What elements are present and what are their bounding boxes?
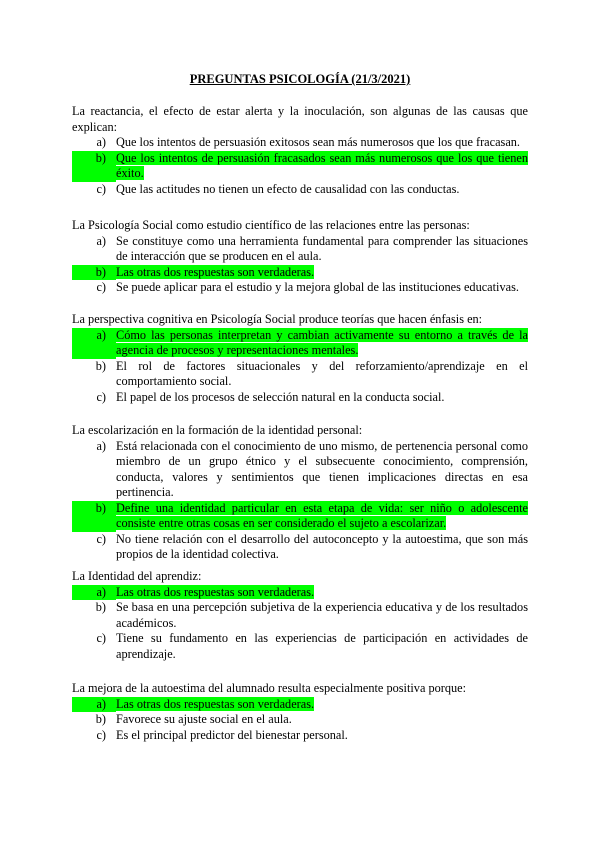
question-stem: La mejora de la autoestima del alumnado resulta especialmente positiva porque: bbox=[72, 681, 467, 695]
answer-option bbox=[72, 712, 528, 728]
answer-option bbox=[72, 728, 528, 744]
question-4 bbox=[72, 423, 528, 563]
question-stem: La Psicología Social como estudio científico de las relaciones entre las personas: bbox=[72, 218, 470, 232]
question-stem: La Identidad del aprendiz: bbox=[72, 569, 202, 583]
answer-option-correct bbox=[72, 585, 528, 601]
option-letter: a) bbox=[72, 328, 116, 359]
option-letter: b) bbox=[95, 600, 106, 614]
option-text-highlighted: Que los intentos de persuasión fracasados sean más numerosos que los que tienen éxito. bbox=[116, 150, 528, 180]
option-letter: b) bbox=[72, 151, 116, 182]
option-text-highlighted: Define una identidad particular en esta etapa de vida: ser niño o adolescente consiste entre otras cosas en ser considerado el sujeto a escolarizar. bbox=[116, 500, 528, 530]
option-text: El rol de factores situacionales y del reforzamiento/aprendizaje en el comportamiento social. bbox=[116, 358, 528, 388]
answer-option bbox=[72, 600, 528, 631]
question-stem: La reactancia, el efecto de estar alerta y la inoculación, son algunas de las causas que explican: bbox=[72, 104, 528, 134]
option-text: Que las actitudes no tienen un efecto de causalidad con las conductas. bbox=[116, 181, 460, 196]
option-letter: a) bbox=[96, 233, 106, 248]
option-letter: c) bbox=[96, 389, 106, 404]
question-stem: La perspectiva cognitiva en Psicología Social produce teorías que hacen énfasis en: bbox=[72, 312, 483, 326]
option-text: Que los intentos de persuasión exitosos sean más numerosos que los que fracasan. bbox=[116, 135, 521, 149]
option-text-highlighted: Cómo las personas interpretan y cambian activamente su entorno a través de la agencia de procesos y representaciones mentales. bbox=[116, 327, 528, 357]
page-title: PREGUNTAS PSICOLOGÍA (21/3/2021) bbox=[189, 72, 411, 86]
question-5 bbox=[72, 569, 528, 662]
option-letter: a) bbox=[72, 585, 116, 601]
option-text: Favorece su ajuste social en el aula. bbox=[116, 712, 292, 726]
answer-option-correct bbox=[72, 501, 528, 532]
option-letter: b) bbox=[72, 265, 116, 281]
option-text: Se constituye como una herramienta fundamental para comprender las situaciones de interacción que se producen en el aula. bbox=[116, 233, 528, 263]
option-letter: c) bbox=[96, 280, 106, 294]
option-text: Se basa en una percepción subjetiva de la experiencia educativa y de los resultados académicos. bbox=[116, 600, 528, 630]
option-text: Está relacionada con el conocimiento de uno mismo, de pertenencia personal como miembro de un grupo étnico y el subsecuente conocimiento, comprensión, conducta, valores y sentimientos que tienen implicaciones directas en esa pertinencia. bbox=[116, 438, 528, 499]
option-letter: c) bbox=[96, 727, 106, 742]
answer-option bbox=[72, 439, 528, 501]
option-letter: b) bbox=[72, 501, 116, 532]
option-letter: a) bbox=[96, 438, 106, 453]
answer-option bbox=[72, 359, 528, 390]
option-text: Es el principal predictor del bienestar personal. bbox=[116, 727, 348, 742]
answer-option bbox=[72, 234, 528, 265]
answer-option bbox=[72, 532, 528, 563]
answer-option-correct bbox=[72, 151, 528, 182]
option-text-highlighted: Las otras dos respuestas son verdaderas. bbox=[116, 584, 315, 599]
question-stem: La escolarización en la formación de la identidad personal: bbox=[72, 423, 363, 437]
option-text-highlighted: Las otras dos respuestas son verdaderas. bbox=[116, 696, 315, 711]
answer-option-correct bbox=[72, 328, 528, 359]
option-letter: a) bbox=[96, 135, 106, 149]
option-text: Tiene su fundamento en las experiencias de participación en actividades de aprendizaje. bbox=[116, 631, 528, 661]
answer-option bbox=[72, 135, 528, 151]
option-text-highlighted: Las otras dos respuestas son verdaderas. bbox=[116, 264, 315, 279]
question-3 bbox=[72, 312, 528, 405]
question-6 bbox=[72, 681, 528, 743]
question-2 bbox=[72, 218, 528, 296]
option-text: Se puede aplicar para el estudio y la mejora global de las instituciones educativas. bbox=[116, 280, 519, 294]
option-letter: a) bbox=[72, 697, 116, 713]
option-letter: c) bbox=[96, 531, 106, 546]
answer-option bbox=[72, 182, 528, 198]
option-letter: c) bbox=[96, 631, 106, 645]
answer-option bbox=[72, 390, 528, 406]
answer-option bbox=[72, 280, 528, 296]
option-letter: c) bbox=[96, 181, 106, 196]
answer-option-correct bbox=[72, 265, 528, 281]
option-letter: b) bbox=[95, 358, 106, 373]
option-text: El papel de los procesos de selección natural en la conducta social. bbox=[116, 389, 445, 404]
answer-option-correct bbox=[72, 697, 528, 713]
option-text: No tiene relación con el desarrollo del autoconcepto y la autoestima, que son más propios de la identidad colectiva. bbox=[116, 531, 528, 561]
question-1 bbox=[72, 104, 528, 197]
answer-option bbox=[72, 631, 528, 662]
option-letter: b) bbox=[95, 712, 106, 726]
